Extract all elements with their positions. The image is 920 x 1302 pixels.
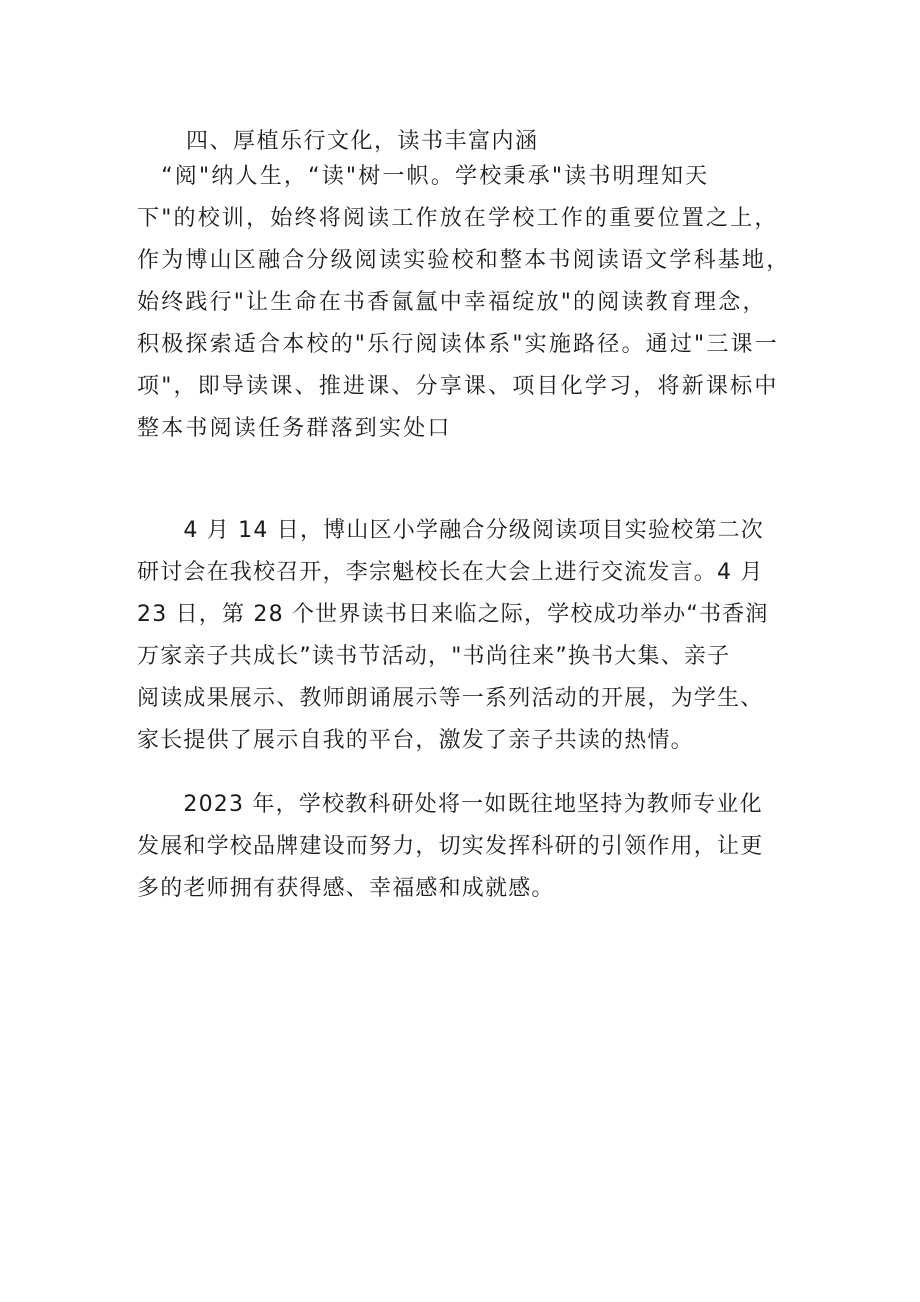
paragraph-line: 23 日，第 28 个世界读书日来临之际，学校成功举办“书香润	[137, 602, 769, 627]
paragraph-line: 整本书阅读任务群落到实处口	[137, 416, 452, 441]
paragraph-line: 研讨会在我校召开，李宗魁校长在大会上进行交流发言。4 月	[137, 560, 764, 585]
paragraph-line: 阅读成果展示、教师朗诵展示等一系列活动的开展，为学生、	[137, 686, 764, 711]
paragraph-research-outlook	[137, 784, 763, 910]
paragraph-line: 始终践行"让生命在书香氤氲中幸福绽放"的阅读教育理念，	[137, 290, 767, 315]
paragraph-line: 4 月 14 日，博山区小学融合分级阅读项目实验校第二次	[137, 518, 764, 543]
paragraph-line: 积极探索适合本校的"乐行阅读体系"实施路径。通过"三课一	[137, 332, 779, 357]
paragraph-line: 发展和学校品牌建设而努力，切实发挥科研的引领作用，让更	[137, 834, 764, 859]
section-heading: 四、厚植乐行文化，读书丰富内涵	[186, 129, 539, 154]
paragraph-line: 2023 年，学校教科研处将一如既往地坚持为教师专业化	[137, 792, 763, 817]
paragraph-line: 万家亲子共成长”读书节活动，"书尚往来”换书大集、亲子	[137, 644, 731, 669]
paragraph-reading-culture	[137, 156, 790, 450]
paragraph-line: 项"，即导读课、推进课、分享课、项目化学习，将新课标中	[137, 374, 779, 399]
paragraph-line: 下"的校训，始终将阅读工作放在学校工作的重要位置之上，	[137, 206, 779, 231]
paragraph-line: 家长提供了展示自我的平台，激发了亲子共读的热情。	[137, 728, 694, 753]
paragraph-line: “阅"纳人生，“读"树一帜。学校秉承"读书明理知天	[137, 164, 710, 189]
paragraph-reading-events	[137, 510, 769, 762]
paragraph-line: 多的老师拥有获得感、幸福感和成就感。	[137, 876, 555, 901]
paragraph-line: 作为博山区融合分级阅读实验校和整本书阅读语文学科基地，	[137, 248, 791, 273]
